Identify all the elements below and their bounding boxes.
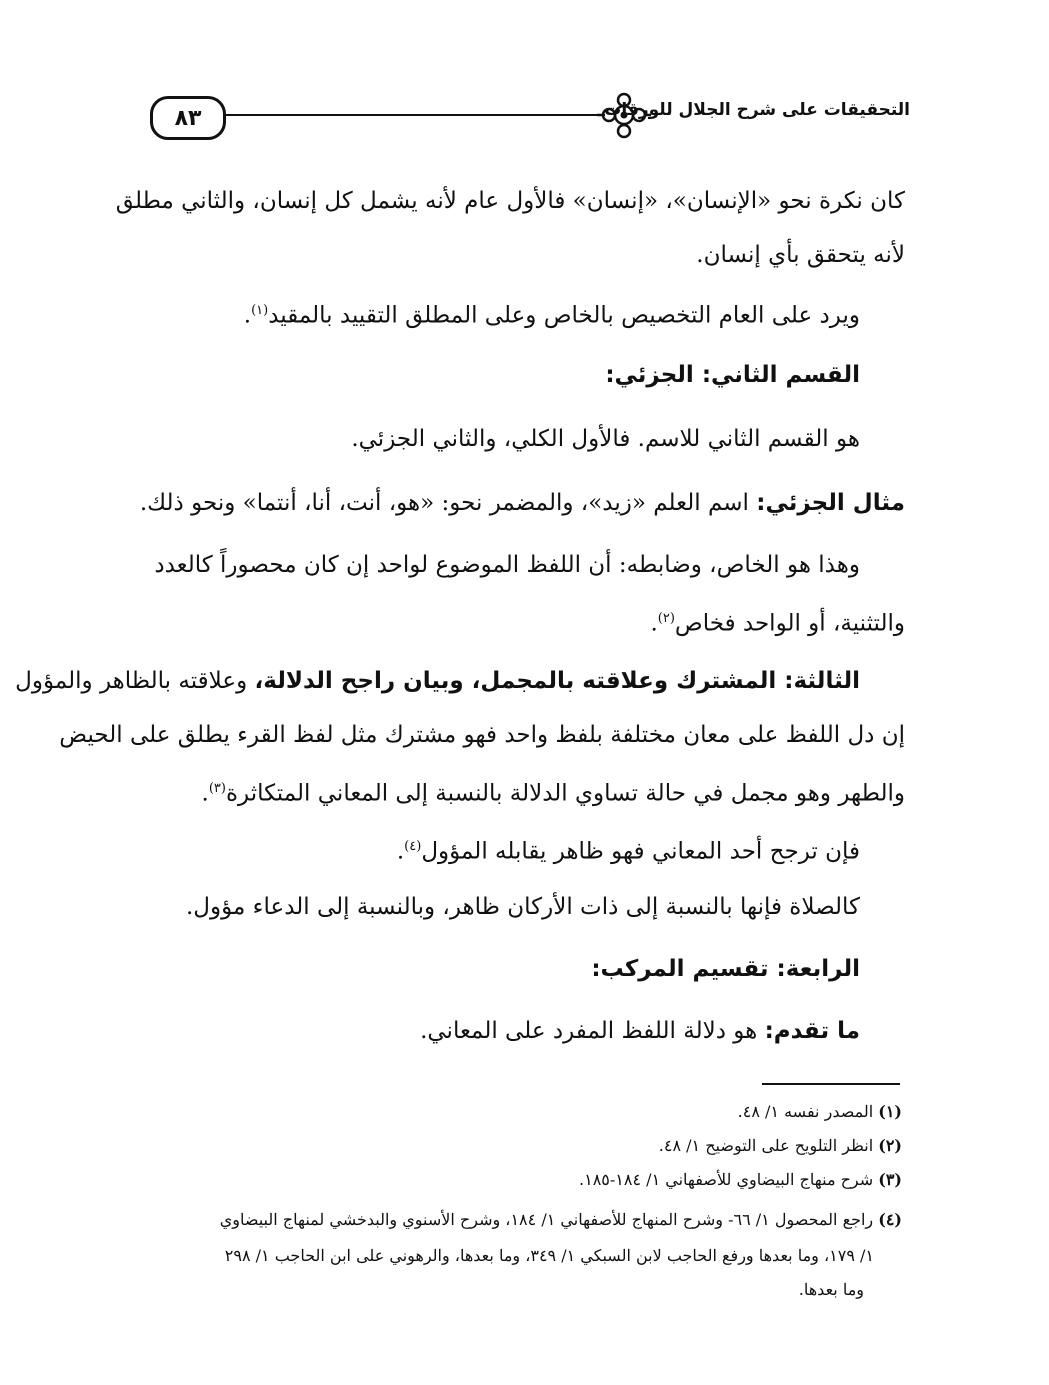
footnote-continuation: ١/ ١٧٩، وما بعدها ورفع الحاجب لابن السبكي ١/ ٣٤٩، وما بعدها، والرهوني على ابن الحاجب ١/ ٢٩٨ [224,1246,874,1265]
paragraph-line: والطهر وهو مجمل في حالة تساوي الدلالة بالنسبة إلى المعاني المتكاثرة$^{(٣)}$. [201,780,905,807]
section-heading: الرابعة: تقسيم المركب: [591,956,860,982]
paragraph: كالصلاة فإنها بالنسبة إلى ذات الأركان ظاهر، وبالنسبة إلى الدعاء مؤول. [186,894,860,920]
section-heading: القسم الثاني: الجزئي: [605,362,860,388]
footnote-ref[interactable]: (٤) [404,839,422,854]
footnote-ref[interactable]: (٢) [657,611,675,626]
footnote: (٣) شرح منهاج البيضاوي للأصفهاني ١/ ١٨٤-١٨٥. [579,1170,902,1189]
page-number: ٨٣ [150,96,226,140]
footnote-ref[interactable]: (٣) [208,781,226,796]
footnote-continuation: وما بعدها. [798,1280,864,1299]
paragraph: هو القسم الثاني للاسم. فالأول الكلي، والثاني الجزئي. [351,426,860,452]
paragraph-line: كان نكرة نحو «الإنسان»، «إنسان» فالأول عام لأنه يشمل كل إنسان، والثاني مطلق [115,188,905,214]
paragraph-line: والتثنية، أو الواحد فخاص$^{(٢)}$. [650,610,905,637]
paragraph: مثال الجزئي: اسم العلم «زيد»، والمضمر نحو: «هو، أنت، أنا، أنتما» ونحو ذلك. [139,490,905,516]
paragraph: فإن ترجح أحد المعاني فهو ظاهر يقابله المؤول$^{(٤)}$. [396,838,860,865]
footnote: (٤) راجع المحصول ١/ ٦٦- وشرح المنهاج للأصفهاني ١/ ١٨٤، وشرح الأسنوي والبدخشي لمنهاج البيضاوي [219,1210,902,1229]
footnote-rule [762,1083,900,1085]
footnote: (٢) انظر التلويح على التوضيح ١/ ٤٨. [658,1136,902,1155]
paragraph-line: لأنه يتحقق بأي إنسان. [696,242,905,268]
paragraph-line: إن دل اللفظ على معان مختلفة بلفظ واحد فهو مشترك مثل لفظ القرء يطلق على الحيض [59,722,905,748]
book-title: التحقيقات على شرح الجلال للورقات [604,100,910,120]
section-heading: الثالثة: المشترك وعلاقته بالمجمل، وبيان راجح الدلالة، وعلاقته بالظاهر والمؤول [15,668,860,694]
header-rule [223,114,605,116]
paragraph-line: وهذا هو الخاص، وضابطه: أن اللفظ الموضوع لواحد إن كان محصوراً كالعدد [154,552,860,578]
paragraph: ويرد على العام التخصيص بالخاص وعلى المطلق التقييد بالمقيد$^{(١)}$. [243,302,860,329]
page-header [140,88,910,150]
footnote: (١) المصدر نفسه ١/ ٤٨. [737,1102,902,1121]
paragraph: ما تقدم: هو دلالة اللفظ المفرد على المعاني. [420,1018,860,1044]
footnote-ref[interactable]: (١) [251,303,269,318]
